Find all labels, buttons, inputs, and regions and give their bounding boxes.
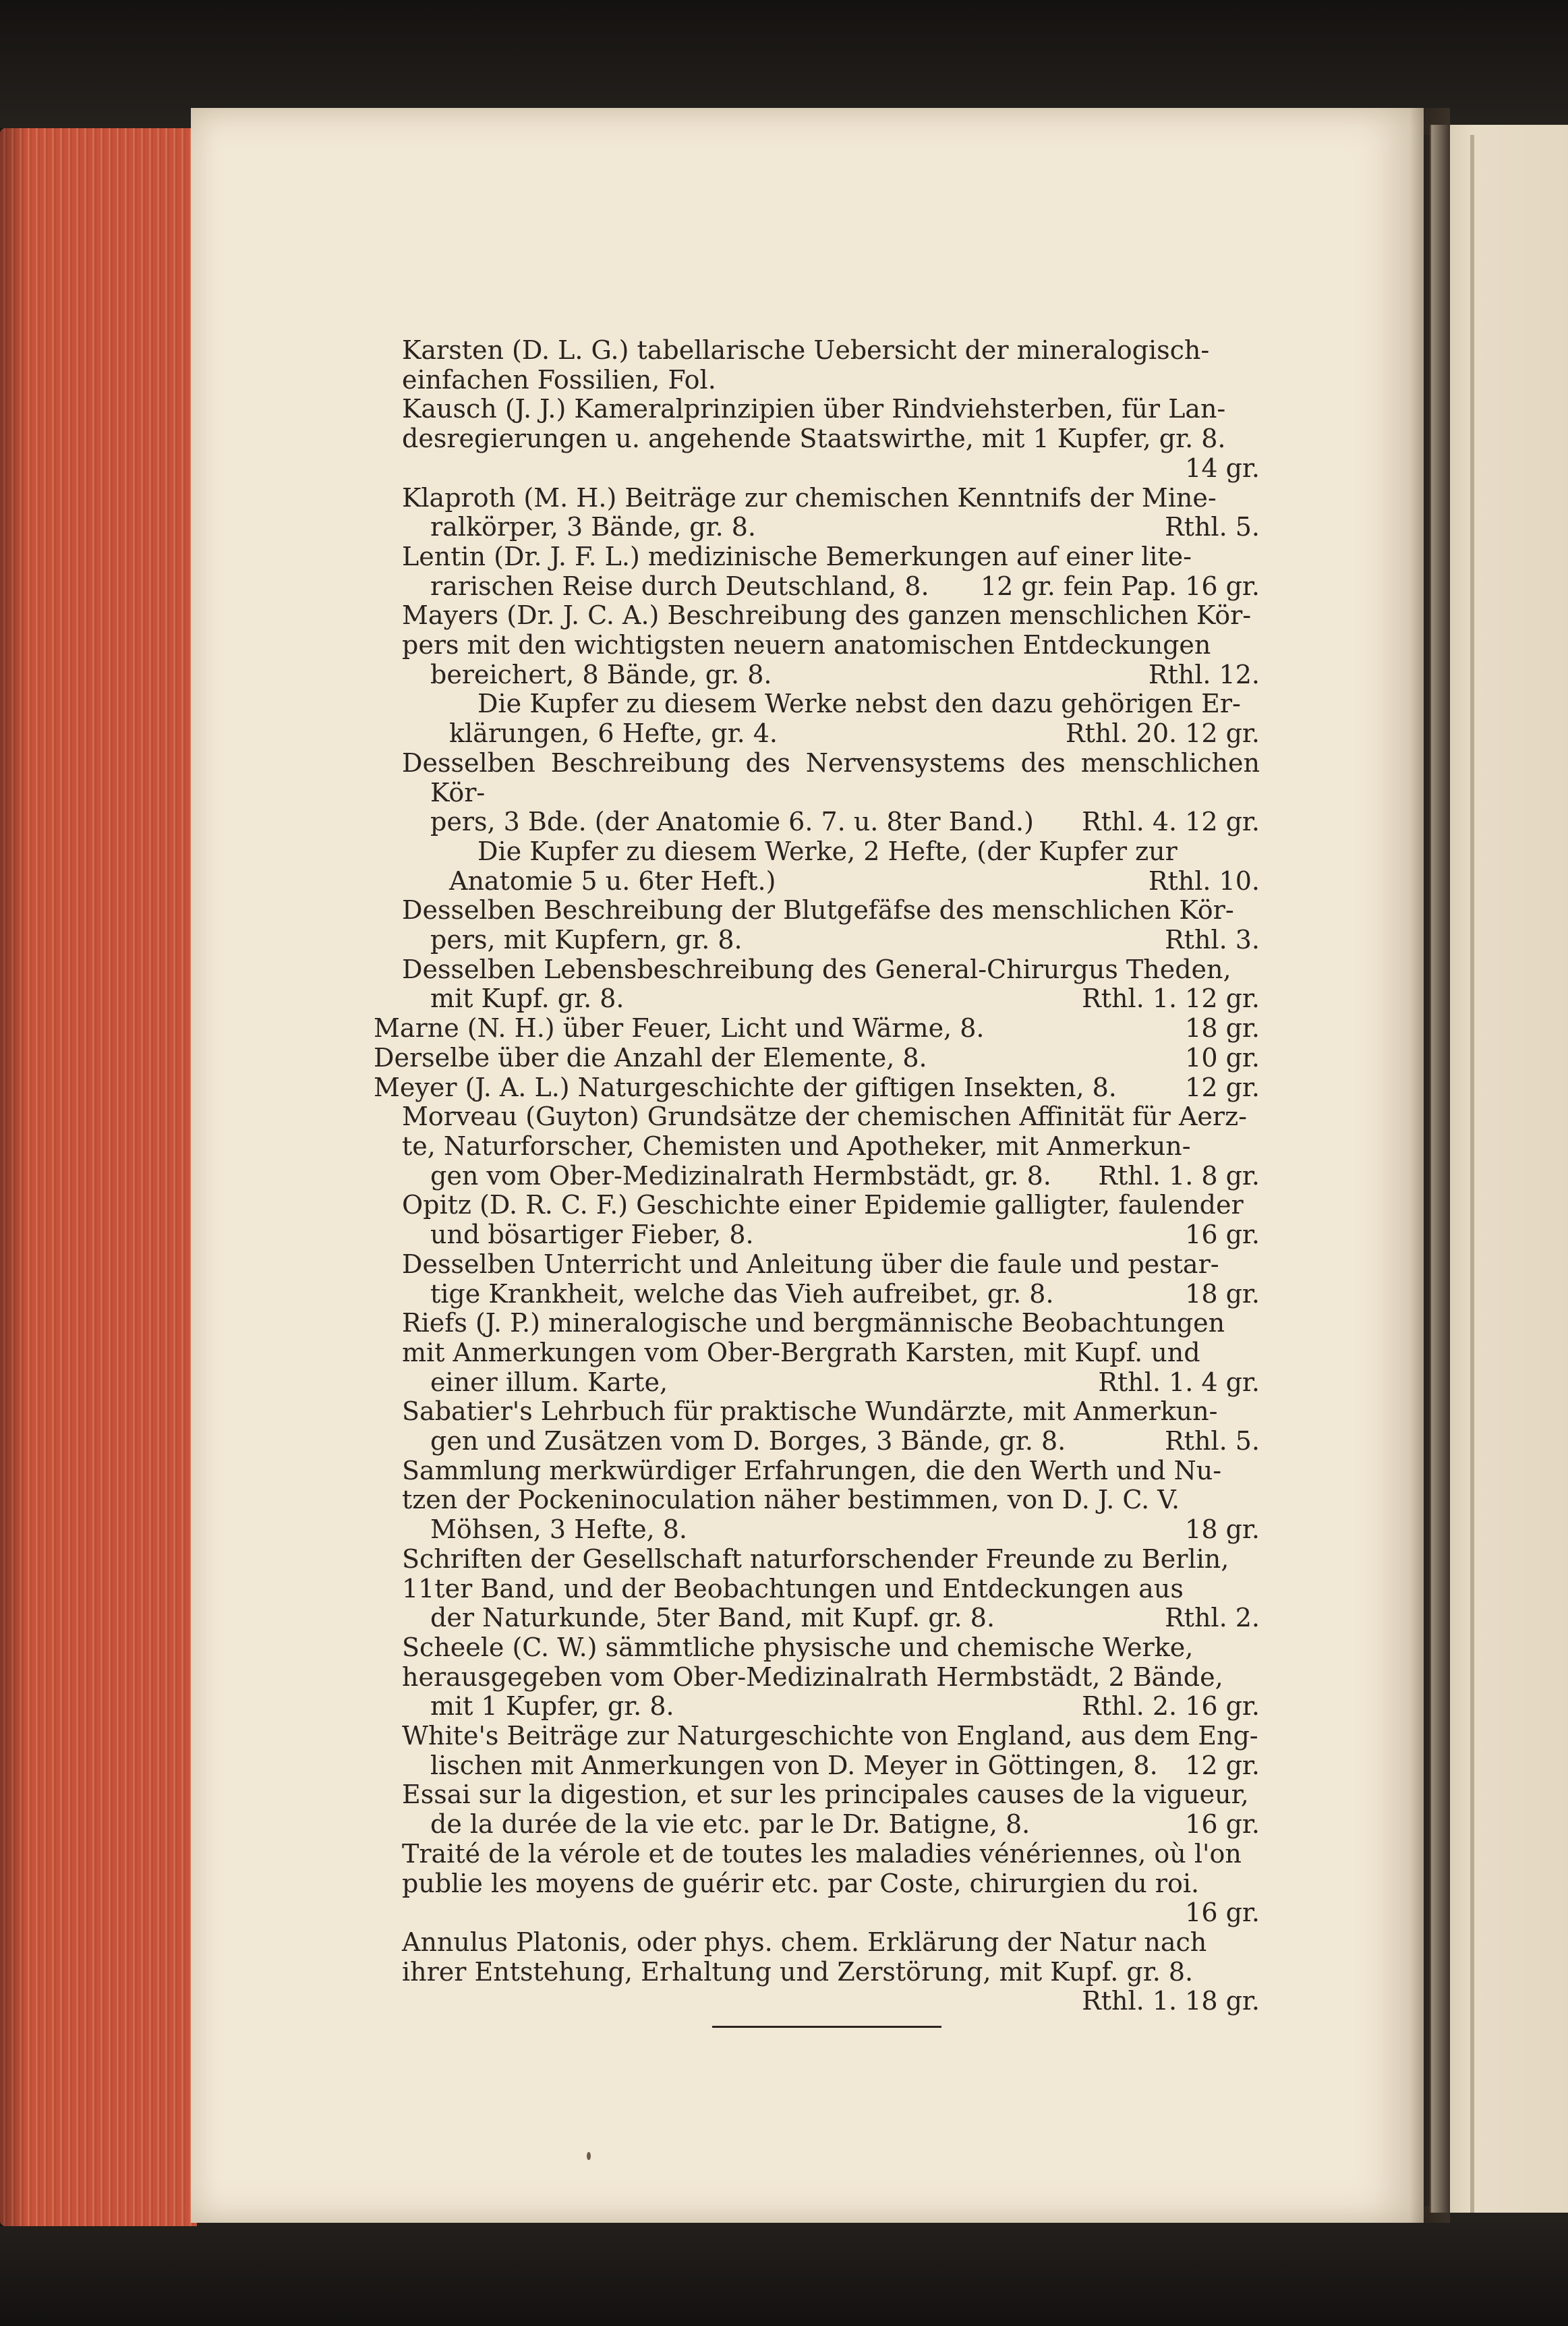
- sub-entry-line: Die Kupfer zu diesem Werke nebst den dazu gehörigen Er-: [477, 689, 1241, 719]
- entry-text: und bösartiger Fieber, 8.: [430, 1220, 754, 1250]
- end-rule-area: [402, 2016, 1260, 2037]
- entry-line: Mayers (Dr. J. C. A.) Beschreibung des ganzen menschlichen Kör-: [402, 600, 1252, 631]
- entry-price: 10 gr.: [1185, 1042, 1260, 1073]
- entry-line: Karsten (D. L. G.) tabellarische Uebersicht der mineralogisch-: [402, 335, 1210, 365]
- entry-text: mit 1 Kupfer, gr. 8.: [430, 1691, 674, 1722]
- entry-text: der Naturkunde, 5ter Band, mit Kupf. gr. 8.: [430, 1603, 995, 1633]
- catalog-entry: [402, 1633, 1260, 1722]
- entry-price: 18 gr.: [1185, 1278, 1260, 1309]
- entry-price: Rthl. 2.: [1165, 1603, 1260, 1633]
- entry-single-line: [374, 1013, 1260, 1044]
- entry-single-line: [374, 1042, 1260, 1073]
- entry-text: Marne (N. H.) über Feuer, Licht und Wärme, 8.: [374, 1013, 985, 1044]
- entry-price: 14 gr.: [1185, 453, 1260, 483]
- entry-price: 16 gr.: [1185, 1220, 1260, 1250]
- sub-entry-last-line: [430, 867, 1260, 897]
- catalog-entry: [402, 1102, 1260, 1191]
- catalog-entry: [402, 1456, 1260, 1545]
- entry-line: Annulus Platonis, oder phys. chem. Erklärung der Natur nach: [402, 1927, 1207, 1957]
- entry-single-line: [374, 1072, 1260, 1103]
- entry-price: Rthl. 3.: [1165, 925, 1260, 955]
- entry-last-line: [430, 660, 1260, 690]
- entry-line: 11ter Band, und der Beobachtungen und Entdeckungen aus: [402, 1573, 1184, 1604]
- entry-price: Rthl. 10.: [1148, 866, 1260, 896]
- entry-price: 18 gr.: [1185, 1514, 1260, 1545]
- entry-text: bereichert, 8 Bände, gr. 8.: [430, 659, 772, 689]
- entry-last-line: [430, 1515, 1260, 1545]
- entry-line: Opitz (D. R. C. F.) Geschichte einer Epidemie galligter, faulender: [402, 1190, 1244, 1220]
- entry-line: Essai sur la digestion, et sur les principales causes de la vigueur,: [402, 1780, 1249, 1810]
- entry-price: 16 gr.: [1185, 1898, 1260, 1928]
- entry-last-line: [430, 984, 1260, 1014]
- entry-line: White's Beiträge zur Naturgeschichte von England, aus dem Eng-: [402, 1721, 1258, 1751]
- entry-text: ralkörper, 3 Bände, gr. 8.: [430, 512, 757, 542]
- entry-text: pers, mit Kupfern, gr. 8.: [430, 925, 743, 955]
- entry-last-line: [430, 1427, 1260, 1456]
- entry-last-line: [430, 572, 1260, 602]
- entry-text: de la durée de la vie etc. par le Dr. Batigne, 8.: [430, 1809, 1030, 1840]
- entry-price: Rthl. 20. 12 gr.: [1065, 718, 1260, 749]
- entry-price: Rthl. 5.: [1165, 512, 1260, 542]
- entry-line: publie les moyens de guérir etc. par Coste, chirurgien du roi.: [402, 1868, 1200, 1898]
- entry-text: gen und Zusätzen vom D. Borges, 3 Bände, gr. 8.: [430, 1426, 1066, 1456]
- entry-line: Desselben Unterricht und Anleitung über die faule und pestar-: [402, 1249, 1219, 1279]
- entry-line: te, Naturforscher, Chemisten und Apotheker, mit Anmerkun-: [402, 1131, 1191, 1161]
- entry-line: einfachen Fossilien, Fol.: [402, 364, 716, 395]
- entry-line: Morveau (Guyton) Grundsätze der chemischen Affinität für Aerz-: [402, 1102, 1247, 1132]
- entry-line: mit Anmerkungen vom Ober-Bergrath Karsten, mit Kupf. und: [402, 1337, 1200, 1367]
- catalog-entry: [402, 1250, 1260, 1309]
- entry-line: Lentin (Dr. J. F. L.) medizinische Bemerkungen auf einer lite-: [402, 541, 1192, 571]
- entry-line: Desselben Lebensbeschreibung des General-Chirurgus Theden,: [402, 954, 1231, 984]
- catalog-entry: [402, 1309, 1260, 1397]
- entry-last-line: [430, 1368, 1260, 1398]
- entry-line: herausgegeben vom Ober-Medizinalrath Hermbstädt, 2 Bände,: [402, 1662, 1223, 1692]
- entry-text: Möhsen, 3 Hefte, 8.: [430, 1514, 688, 1545]
- end-rule: [712, 2026, 941, 2028]
- facing-page: [1430, 125, 1568, 2213]
- entry-last-line: [430, 1162, 1260, 1191]
- entry-price: Rthl. 1. 18 gr.: [1082, 1986, 1260, 2016]
- catalog-entry: [402, 601, 1260, 749]
- background-bottom: [0, 2206, 1568, 2326]
- catalog-entry: [402, 749, 1260, 897]
- entry-text: einer illum. Karte,: [430, 1367, 668, 1397]
- entry-price: Rthl. 12.: [1148, 659, 1260, 689]
- catalog-entry: [402, 955, 1260, 1014]
- catalog-entry: [374, 1013, 1260, 1044]
- catalog-entry: [402, 336, 1260, 395]
- entry-line: Sabatier's Lehrbuch für praktische Wundärzte, mit Anmerkun-: [402, 1396, 1218, 1427]
- ink-speck: [587, 2152, 591, 2160]
- entry-text: lischen mit Anmerkungen von D. Meyer in Göttingen, 8.: [430, 1750, 1158, 1780]
- catalog-entry: [402, 1397, 1260, 1456]
- entry-text: tige Krankheit, welche das Vieh aufreibet, gr. 8.: [430, 1278, 1054, 1309]
- catalog-entry: [402, 1928, 1260, 2016]
- entry-last-line: [430, 807, 1260, 837]
- entry-line: Scheele (C. W.) sämmtliche physische und chemische Werke,: [402, 1632, 1194, 1662]
- entry-price: 12 gr. fein Pap. 16 gr.: [981, 571, 1260, 601]
- entry-last-line: [430, 513, 1260, 542]
- catalog-entry: [402, 1780, 1260, 1839]
- entry-last-line: [430, 1280, 1260, 1309]
- catalog-entry: [402, 484, 1260, 542]
- catalog-entry: [402, 1840, 1260, 1928]
- page-edge-shadow: [0, 128, 27, 2226]
- entry-text: pers, 3 Bde. (der Anatomie 6. 7. u. 8ter Band.): [430, 807, 1034, 837]
- entry-price: Rthl. 1. 4 gr.: [1098, 1367, 1260, 1397]
- catalog-entry: [402, 542, 1260, 601]
- entry-line: Schriften der Gesellschaft naturforschender Freunde zu Berlin,: [402, 1543, 1229, 1574]
- entry-text: mit Kupf. gr. 8.: [430, 984, 625, 1014]
- entry-line: desregierungen u. angehende Staatswirthe, mit 1 Kupfer, gr. 8.: [402, 424, 1226, 454]
- entry-line: Kausch (J. J.) Kameralprinzipien über Rindviehsterben, für Lan-: [402, 394, 1226, 424]
- entry-line: tzen der Pockeninoculation näher bestimmen, von D. J. C. V.: [402, 1485, 1180, 1515]
- entry-text: gen vom Ober-Medizinalrath Hermbstädt, gr. 8.: [430, 1160, 1051, 1191]
- entry-last-line: [430, 1810, 1260, 1840]
- entry-text: Anatomie 5 u. 6ter Heft.): [449, 866, 776, 896]
- entry-line: Riefs (J. P.) mineralogische und bergmännische Beobachtungen: [402, 1308, 1225, 1338]
- entry-price: 12 gr.: [1185, 1750, 1260, 1780]
- facing-page-edge: [1470, 135, 1474, 2213]
- catalog-entry: [374, 1042, 1260, 1073]
- entry-line: Sammlung merkwürdiger Erfahrungen, die den Werth und Nu-: [402, 1455, 1222, 1485]
- entry-price: Rthl. 1. 12 gr.: [1082, 984, 1260, 1014]
- red-page-edges: [0, 128, 197, 2226]
- entry-last-line: [430, 1692, 1260, 1722]
- sub-entry-last-line: [430, 719, 1260, 749]
- entry-line: ihrer Entstehung, Erhaltung und Zerstörung, mit Kupf. gr. 8.: [402, 1956, 1194, 1987]
- catalog-entry: [402, 1722, 1260, 1780]
- entry-price: Rthl. 1. 8 gr.: [1098, 1160, 1260, 1191]
- catalog-listing: [374, 335, 1260, 2037]
- entry-last-line: [430, 1751, 1260, 1781]
- entry-price: Rthl. 5.: [1165, 1426, 1260, 1456]
- entry-price: 12 gr.: [1185, 1072, 1260, 1102]
- entry-line: Klaproth (M. H.) Beiträge zur chemischen Kenntnifs der Mine-: [402, 482, 1217, 513]
- entry-line: Desselben Beschreibung des Nervensystems des menschlichen Kör-: [402, 747, 1260, 807]
- entry-last-line: [430, 926, 1260, 955]
- entry-price: Rthl. 4. 12 gr.: [1082, 807, 1260, 837]
- entry-price: 16 gr.: [1185, 1809, 1260, 1840]
- sub-entry-line: Die Kupfer zu diesem Werke, 2 Hefte, (der Kupfer zur: [477, 836, 1178, 866]
- catalog-entry: [402, 1545, 1260, 1633]
- catalog-entry: [374, 1072, 1260, 1103]
- entry-price: 18 gr.: [1185, 1013, 1260, 1044]
- entry-price: Rthl. 2. 16 gr.: [1082, 1691, 1260, 1722]
- entry-text: klärungen, 6 Hefte, gr. 4.: [449, 718, 778, 749]
- entry-text: Meyer (J. A. L.) Naturgeschichte der giftigen Insekten, 8.: [374, 1072, 1117, 1102]
- entry-line: Traité de la vérole et de toutes les maladies vénériennes, où l'on: [402, 1838, 1242, 1869]
- entry-last-line: [430, 1604, 1260, 1633]
- entry-last-line: [430, 1220, 1260, 1250]
- entry-text: rarischen Reise durch Deutschland, 8.: [430, 571, 929, 601]
- binding-gutter: [1410, 108, 1450, 2223]
- entry-text: Derselbe über die Anzahl der Elemente, 8.: [374, 1042, 927, 1073]
- catalog-entry: [402, 896, 1260, 955]
- entry-line: Desselben Beschreibung der Blutgefäfse des menschlichen Kör-: [402, 895, 1234, 926]
- entry-line: pers mit den wichtigsten neuern anatomischen Entdeckungen: [402, 630, 1211, 660]
- catalog-entry: [402, 1191, 1260, 1249]
- catalog-entry: [402, 395, 1260, 483]
